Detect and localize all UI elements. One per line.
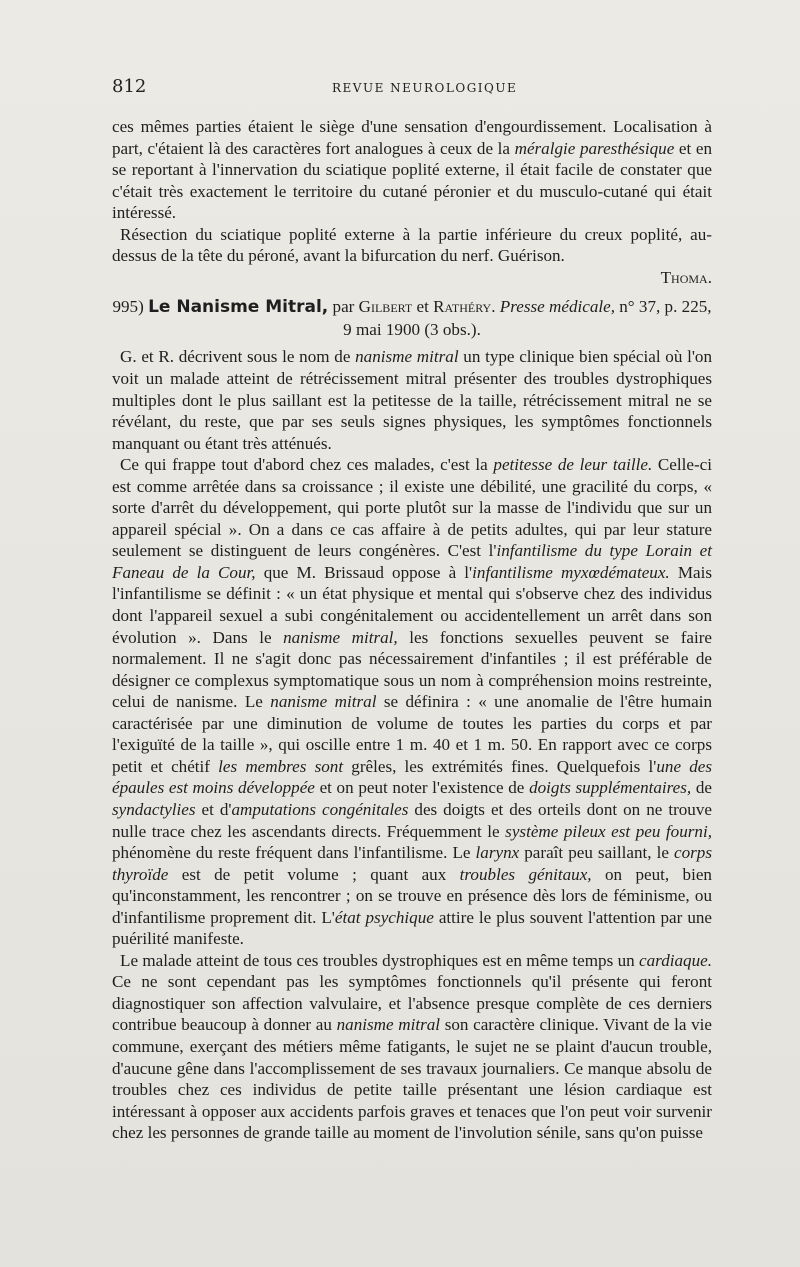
- page-number: 812: [112, 76, 147, 97]
- running-title: REVUE NEUROLOGIQUE: [332, 81, 518, 95]
- entry-date: 9 mai 1900 (3 obs.).: [343, 319, 481, 339]
- paragraph-definition: G. et R. décrivent sous le nom de nanisme mitral un type clinique bien spécial où l'on voit un malade atteint de rétrécissement mitral présenter des troubles dystrophiques multiples dont le plus saillant est la petitesse de la taille, rétrécissement mitral ne se révélant, du reste, que par ses seuls signes physiques, les symptômes fonctionnels manquant ou étant très atténués.: [112, 347, 712, 453]
- entry-author: Rathéry.: [433, 297, 496, 317]
- paragraph-description: Ce qui frappe tout d'abord chez ces malades, c'est la petitesse de leur taille. Celle-ci est comme arrêtée dans sa croissance ; il existe une débilité, une gracilité du corps, « sorte d'arrêt du développement, qui porte plutôt sur la masse de l'individu que sur un appareil spécial ». On a dans ce cas affaire à de petits adultes, qui par leur stature seulement se distinguent de leurs congénères. C'est l'infantilisme du type Lorain et Faneau de la Cour, que M. Brissaud oppose à l'infantilisme myxœdémateux. Mais l'infantilisme se définit : « un état physique et mental qui s'observe chez des individus dont l'appareil sexuel a subi congénitalement ou accidentellement un arrêt dans son évolution ». Dans le nanisme mitral, les fonctions sexuelles peuvent se faire normalement. Il ne s'agit donc pas nécessairement d'infantiles ; il est préférable de désigner ce complexus symptomatique sous un nom à compréhension moins restreinte, celui de nanisme. Le nanisme mitral se définira : « une anomalie de l'être humain caractérisée par une diminution de volume de toutes les parties du corps et par l'exiguïté de la taille », qui oscille entre 1 m. 40 et 1 m. 50. En rapport avec ce corps petit et chétif les membres sont grêles, les extrémités fines. Quelquefois l'une des épaules est moins développée et on peut noter l'existence de doigts supplémentaires, de syndactylies et d'amputations congénitales des doigts et des orteils dont on ne trouve nulle trace chez les ascendants directs. Fréquemment le système pileux est peu fourni, phénomène du reste fréquent dans l'infantilisme. Le larynx paraît peu saillant, le corps thyroïde est de petit volume ; quant aux troubles génitaux, on peut, bien qu'inconstamment, les rencontrer ; on se trouve en présence dès lors de féminisme, ou d'infantilisme proprement dit. L'état psychique attire le plus souvent l'attention par une puérilité manifeste.: [112, 455, 713, 949]
- entry-number: 995): [112, 297, 144, 317]
- paragraph-continuation: ces mêmes parties étaient le siège d'une sensation d'engourdissement. Localisation à part, c'étaient là des caractères fort analogues à ceux de la méralgie paresthésique et en se reportant à l'innervation du sciatique poplité externe, il était facile de constater que c'était très exactement le territoire du cutané péronier et du musculo-cutané qui était intéressé.: [112, 117, 712, 223]
- paragraph-resection: Résection du sciatique poplité externe à la partie inférieure du creux poplité, au-dessus de la tête du péroné, avant la bifurcation du nerf. Guérison.: [112, 224, 712, 266]
- entry-title: Le Nanisme Mitral,: [148, 297, 329, 318]
- page-header: [112, 76, 712, 100]
- entry-journal: Presse médicale,: [499, 297, 615, 317]
- paragraph-cardiac: Le malade atteint de tous ces troubles dystrophiques est en même temps un cardiaque. Ce ne sont cependant pas les symptômes fonctionnels qu'il présente qui feront diagnostiquer son affection valvulaire, et l'absence presque complète de ces derniers contribue beaucoup à donner au nanisme mitral son caractère clinique. Vivant de la vie commune, exerçant des métiers même fatigants, le sujet ne se plaint d'aucun trouble, d'aucune gêne dans l'accomplissement de ses travaux journaliers. Ce manque absolu de troubles chez ces individus de petite taille présentant une lésion cardiaque est intéressant à opposer aux accidents parfois graves et tenaces que l'on peut voir survenir chez les personnes de grande taille au moment de l'involution sénile, sans qu'on puisse: [112, 950, 712, 1143]
- body-text: [112, 116, 712, 1144]
- bibliographic-entry: 995) Le Nanisme Mitral, par Gilbert et Rathéry. Presse médicale, n° 37, p. 225, 9 mai 1900 (3 obs.).: [112, 297, 712, 339]
- author-signature: Thoma.: [660, 267, 712, 287]
- entry-author: Gilbert: [358, 297, 413, 317]
